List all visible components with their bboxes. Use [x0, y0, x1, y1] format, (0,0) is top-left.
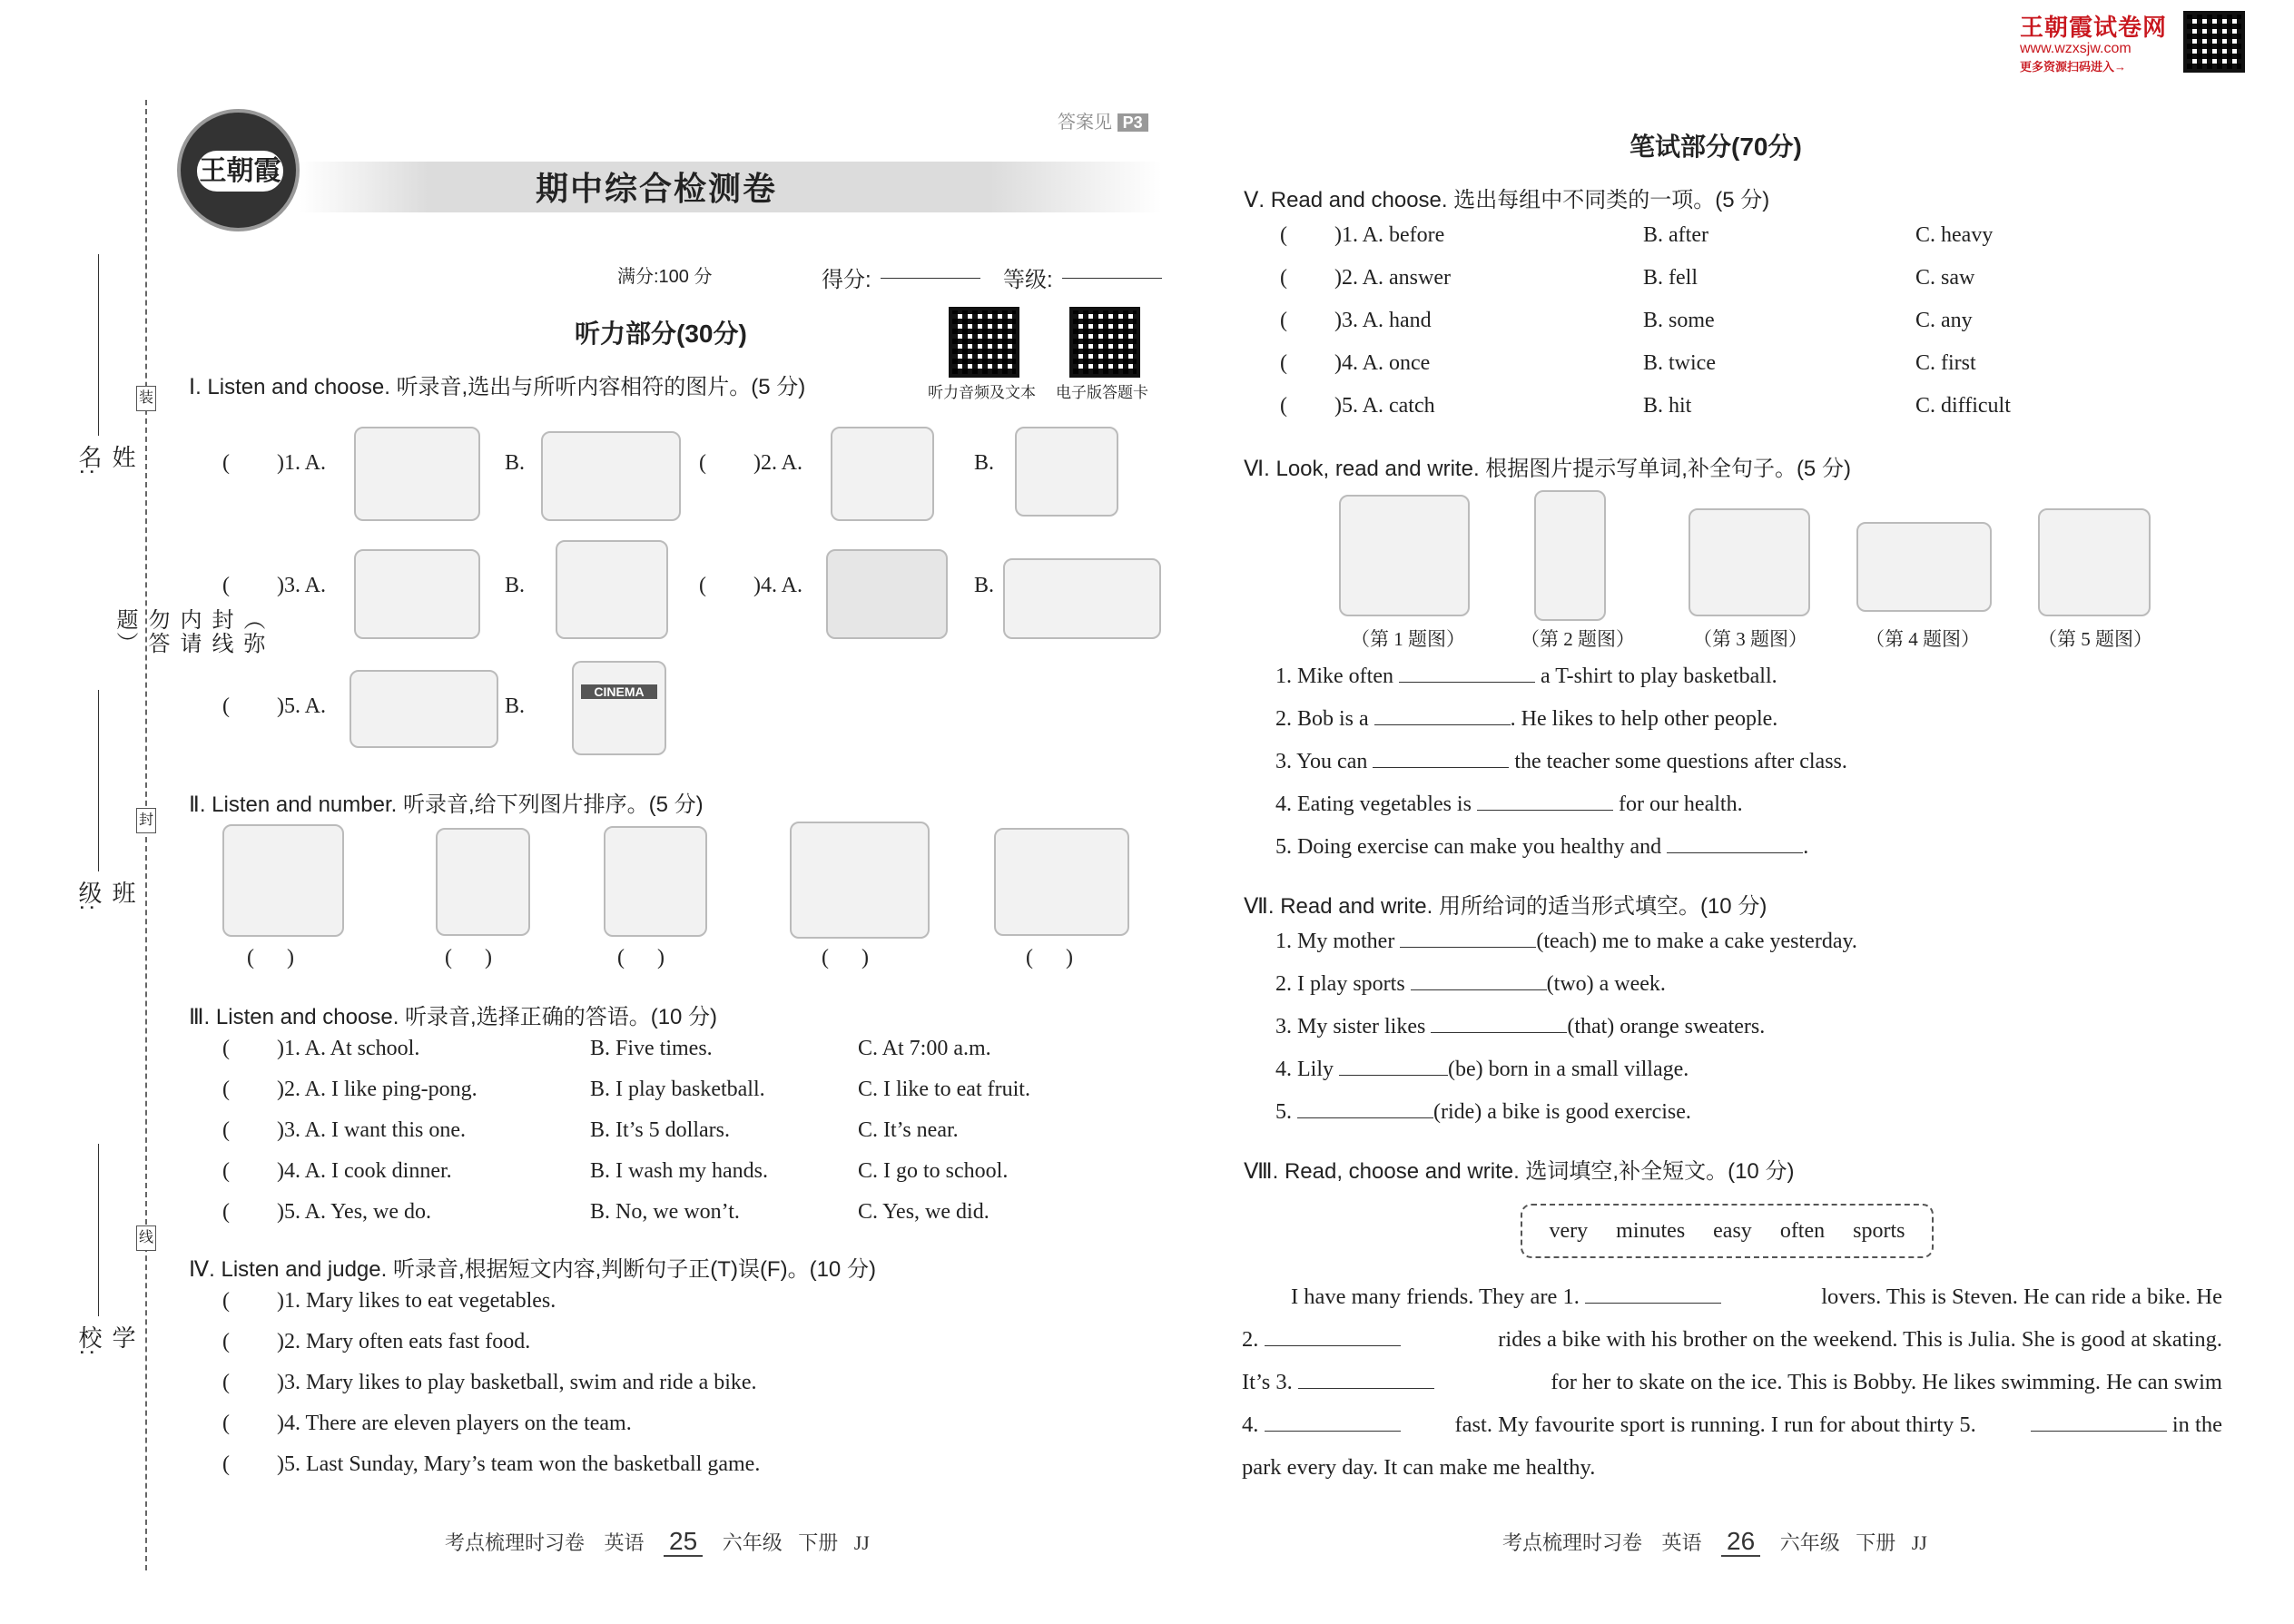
s1-q4: ( )4. A. — [699, 574, 802, 597]
passage-line: I have many friends. They are 1. lovers. This is Steven. He can ride a bike. He — [1291, 1284, 2222, 1309]
passage-blank-4[interactable] — [1265, 1431, 1401, 1432]
s2-answer-2[interactable]: ( ) — [445, 946, 492, 969]
s5-paren[interactable]: ( — [1280, 223, 1287, 247]
s4-paren[interactable]: ( — [222, 1289, 230, 1313]
s2-picture-4 — [790, 822, 930, 939]
s1-q3-a-picture[interactable] — [354, 549, 480, 639]
s1-q1: ( )1. A. — [222, 451, 326, 475]
s2-answer-5[interactable]: ( ) — [1026, 946, 1073, 969]
brand-qr-code[interactable] — [2183, 11, 2245, 73]
s6-picture-2 — [1534, 490, 1606, 621]
passage — [1242, 1284, 2222, 1498]
s1-q4-paren[interactable]: ( — [699, 574, 706, 597]
s3-paren[interactable]: ( — [222, 1200, 230, 1224]
s6-row: 2. Bob is a . He likes to help other people. — [1275, 707, 1778, 731]
word-option: easy — [1713, 1218, 1752, 1243]
s3-row: ( )3. A. I want this one. B. It’s 5 dollars. C. It’s near. — [222, 1118, 959, 1142]
seal-line — [145, 100, 147, 1570]
s4-paren[interactable]: ( — [222, 1330, 230, 1353]
s7-blank[interactable] — [1297, 1117, 1433, 1118]
passage-blank-2[interactable] — [1265, 1345, 1401, 1346]
name-label: 姓名: — [75, 445, 136, 476]
s1-q2-a-picture[interactable] — [831, 427, 934, 521]
s3-paren[interactable]: ( — [222, 1159, 230, 1183]
s6-picture-5 — [2038, 508, 2151, 616]
section-7-title: Ⅶ. Read and write. 用所给词的适当形式填空。(10 分) — [1244, 894, 1767, 919]
s4-list — [222, 1289, 1130, 1493]
s5-paren[interactable]: ( — [1280, 394, 1287, 418]
s3-paren[interactable]: ( — [222, 1118, 230, 1142]
listening-title: 听力部分(30分) — [575, 320, 747, 348]
passage-line: 4. fast. My favourite sport is running. I run for about thirty 5. in the — [1242, 1412, 2222, 1437]
s5-row: ( )3. A. hand B. some C. any — [1280, 309, 1973, 332]
s3-paren[interactable]: ( — [222, 1078, 230, 1101]
logo-text: 王朝霞 — [197, 151, 283, 192]
s4-paren[interactable]: ( — [222, 1371, 230, 1394]
passage-line: 2. rides a bike with his brother on the weekend. This is Julia. She is good at skating. — [1242, 1327, 2222, 1352]
s5-row: ( )2. A. answer B. fell C. saw — [1280, 266, 1975, 290]
s3-row: ( )5. A. Yes, we do. B. No, we won’t. C. Yes, we did. — [222, 1200, 989, 1224]
section-3-title: Ⅲ. Listen and choose. 听录音,选择正确的答语。(10 分) — [189, 1005, 718, 1029]
right-footer: 考点梳理时习卷 英语 26 六年级 下册 JJ — [1502, 1527, 1927, 1555]
brand-slogan: 更多资源扫码进入→ — [2020, 60, 2127, 74]
s6-blank[interactable] — [1477, 810, 1613, 811]
s1-q3-b-label: B. — [505, 574, 526, 597]
grade-field[interactable] — [1062, 278, 1162, 279]
brand-header — [2020, 9, 2201, 74]
s1-q2: ( )2. A. — [699, 451, 802, 475]
left-footer: 考点梳理时习卷 英语 25 六年级 下册 JJ — [445, 1527, 870, 1555]
section-4-title: Ⅳ. Listen and judge. 听录音,根据短文内容,判断句子正(T)误(F)。(10 分) — [189, 1257, 876, 1282]
s4-row: ( )4. There are eleven players on the team. — [222, 1412, 632, 1435]
brand-name: 王朝霞试卷网 — [2020, 14, 2168, 41]
s6-picture-1 — [1339, 495, 1470, 616]
s3-row: ( )2. A. I like ping-pong. B. I play basketball. C. I like to eat fruit. — [222, 1078, 1030, 1101]
passage-line: It’s 3. for her to skate on the ice. This is Bobby. He likes swimming. He can swim — [1242, 1370, 2222, 1394]
s6-caption-1: （第 1 题图） — [1351, 628, 1465, 650]
s1-q5: ( )5. A. — [222, 694, 326, 718]
word-option: sports — [1853, 1218, 1905, 1243]
grade-label: 等级: — [1003, 268, 1053, 292]
s4-row: ( )2. Mary often eats fast food. — [222, 1330, 531, 1353]
s6-list — [1275, 664, 2229, 878]
qr-audio[interactable] — [949, 307, 1019, 378]
page-number-left: 25 — [664, 1527, 703, 1557]
s7-blank[interactable] — [1411, 989, 1547, 990]
s1-q5-paren[interactable]: ( — [222, 694, 230, 718]
name-field[interactable] — [98, 254, 101, 436]
word-option: often — [1779, 1218, 1826, 1243]
written-title: 笔试部分(70分) — [1629, 133, 1802, 161]
s5-row: ( )5. A. catch B. hit C. difficult — [1280, 394, 2011, 418]
score-label: 得分: — [822, 268, 871, 292]
s1-q2-b-label: B. — [974, 451, 995, 475]
s6-row: 5. Doing exercise can make you healthy and . — [1275, 835, 1809, 859]
brand-url[interactable]: www.wzxsjw.com — [2020, 41, 2132, 56]
school-field[interactable] — [98, 1144, 101, 1316]
qr-audio-caption: 听力音频及文本 — [928, 384, 1036, 401]
s1-q5-b-picture[interactable] — [572, 661, 666, 755]
cinema-sign: CINEMA — [581, 684, 657, 699]
logo-badge — [177, 109, 300, 231]
s6-blank[interactable] — [1373, 767, 1509, 768]
s1-q2-b-picture[interactable] — [1015, 427, 1118, 517]
seal-mark-bottom: 线 — [136, 1225, 156, 1251]
s6-caption-2: （第 2 题图） — [1521, 628, 1635, 650]
s1-q1-b-label: B. — [505, 451, 526, 475]
word-option: minutes — [1616, 1218, 1686, 1243]
full-score: 满分:100 分 — [617, 267, 713, 287]
s7-row: 4. Lily (be) born in a small village. — [1275, 1058, 1689, 1081]
seal-mark-mid: 封 — [136, 808, 156, 833]
s7-row: 3. My sister likes (that) orange sweaters. — [1275, 1015, 1766, 1038]
s1-q5-b-label: B. — [505, 694, 526, 718]
s6-row: 3. You can the teacher some questions after class. — [1275, 750, 1847, 773]
qr-answer-card-caption: 电子版答题卡 — [1056, 384, 1148, 401]
s1-q4-a-picture[interactable] — [826, 549, 948, 639]
s1-q2-paren[interactable]: ( — [699, 451, 706, 475]
score-row — [617, 261, 1162, 292]
s2-picture-2 — [436, 828, 530, 936]
page-number-right: 26 — [1721, 1527, 1760, 1557]
s7-row: 2. I play sports (two) a week. — [1275, 972, 1666, 996]
section-6-title: Ⅵ. Look, read and write. 根据图片提示写单词,补全句子。(5 分) — [1244, 457, 1851, 481]
s1-q3-paren[interactable]: ( — [222, 574, 230, 597]
s1-q4-b-label: B. — [974, 574, 995, 597]
school-label: 学校: — [75, 1325, 136, 1356]
section-8-title: Ⅷ. Read, choose and write. 选词填空,补全短文。(10 分) — [1244, 1159, 1795, 1184]
s7-list — [1275, 930, 2229, 1143]
s3-row: ( )4. A. I cook dinner. B. I wash my hands. C. I go to school. — [222, 1159, 1009, 1183]
class-label: 班级: — [75, 881, 136, 911]
s6-row: 4. Eating vegetables is for our health. — [1275, 792, 1743, 816]
s7-row: 5. (ride) a bike is good exercise. — [1275, 1100, 1691, 1124]
s6-caption-3: （第 3 题图） — [1693, 628, 1807, 650]
s2-picture-3 — [604, 826, 707, 937]
passage-line: park every day. It can make me healthy. — [1242, 1455, 1596, 1480]
s5-paren[interactable]: ( — [1280, 351, 1287, 375]
word-option: very — [1549, 1218, 1589, 1243]
s3-row: ( )1. A. At school. B. Five times. C. At 7:00 a.m. — [222, 1037, 991, 1060]
answer-ref-label: 答案见 — [1058, 113, 1112, 133]
s4-row: ( )1. Mary likes to eat vegetables. — [222, 1289, 556, 1313]
s2-picture-1 — [222, 824, 344, 937]
qr-answer-card[interactable] — [1069, 307, 1140, 378]
answer-ref-page[interactable]: P3 — [1117, 113, 1148, 132]
s4-row: ( )3. Mary likes to play basketball, swim and ride a bike. — [222, 1371, 757, 1394]
s6-picture-3 — [1689, 508, 1810, 616]
s7-blank[interactable] — [1339, 1075, 1448, 1076]
s5-paren[interactable]: ( — [1280, 266, 1287, 290]
s6-picture-4 — [1856, 522, 1992, 612]
s7-blank[interactable] — [1431, 1032, 1567, 1033]
s7-blank[interactable] — [1400, 947, 1536, 948]
s6-caption-5: （第 5 题图） — [2038, 628, 2152, 650]
s1-q4-b-picture[interactable] — [1003, 558, 1161, 639]
s2-answer-3[interactable]: ( ) — [617, 946, 665, 969]
s6-blank[interactable] — [1667, 852, 1803, 853]
passage-blank-5[interactable] — [2031, 1431, 2167, 1432]
seal-mark-top: 装 — [136, 386, 156, 411]
s7-row: 1. My mother (teach) me to make a cake yesterday. — [1275, 930, 1857, 953]
s3-paren[interactable]: ( — [222, 1037, 230, 1060]
answer-ref — [1058, 107, 1148, 133]
seal-notice: （弥封线内请勿答题） — [113, 608, 263, 655]
s5-row: ( )4. A. once B. twice C. first — [1280, 351, 1976, 375]
page-title: 期中综合检测卷 — [536, 170, 778, 207]
s1-q3-b-picture[interactable] — [556, 540, 668, 639]
s2-answer-4[interactable]: ( ) — [822, 946, 869, 969]
s5-row: ( )1. A. before B. after C. heavy — [1280, 223, 1994, 247]
s4-paren[interactable]: ( — [222, 1412, 230, 1435]
s1-q3: ( )3. A. — [222, 574, 326, 597]
class-field[interactable] — [98, 690, 101, 871]
section-5-title: Ⅴ. Read and choose. 选出每组中不同类的一项。(5 分) — [1244, 188, 1770, 212]
section-2-title: Ⅱ. Listen and number. 听录音,给下列图片排序。(5 分) — [189, 792, 704, 817]
word-box — [1521, 1204, 1934, 1258]
s4-row: ( )5. Last Sunday, Mary’s team won the basketball game. — [222, 1452, 761, 1476]
s4-paren[interactable]: ( — [222, 1452, 230, 1476]
s5-paren[interactable]: ( — [1280, 309, 1287, 332]
s1-q5-a-picture[interactable] — [350, 670, 498, 748]
score-field[interactable] — [881, 278, 980, 279]
s5-list — [1280, 223, 2188, 437]
passage-blank-3[interactable] — [1298, 1388, 1434, 1389]
section-1-title: Ⅰ. Listen and choose. 听录音,选出与所听内容相符的图片。(5 分) — [189, 375, 806, 399]
passage-blank-1[interactable] — [1585, 1303, 1721, 1304]
s6-row: 1. Mike often a T-shirt to play basketball. — [1275, 664, 1777, 688]
s2-answer-1[interactable]: ( ) — [247, 946, 294, 969]
s1-q1-a-picture[interactable] — [354, 427, 480, 521]
s1-q1-paren[interactable]: ( — [222, 451, 230, 475]
s1-q1-b-picture[interactable] — [541, 431, 681, 521]
s6-blank[interactable] — [1399, 682, 1535, 683]
s6-caption-4: （第 4 题图） — [1866, 628, 1980, 650]
s3-list — [222, 1037, 1130, 1241]
s6-blank[interactable] — [1374, 724, 1511, 725]
s2-picture-5 — [994, 828, 1129, 936]
